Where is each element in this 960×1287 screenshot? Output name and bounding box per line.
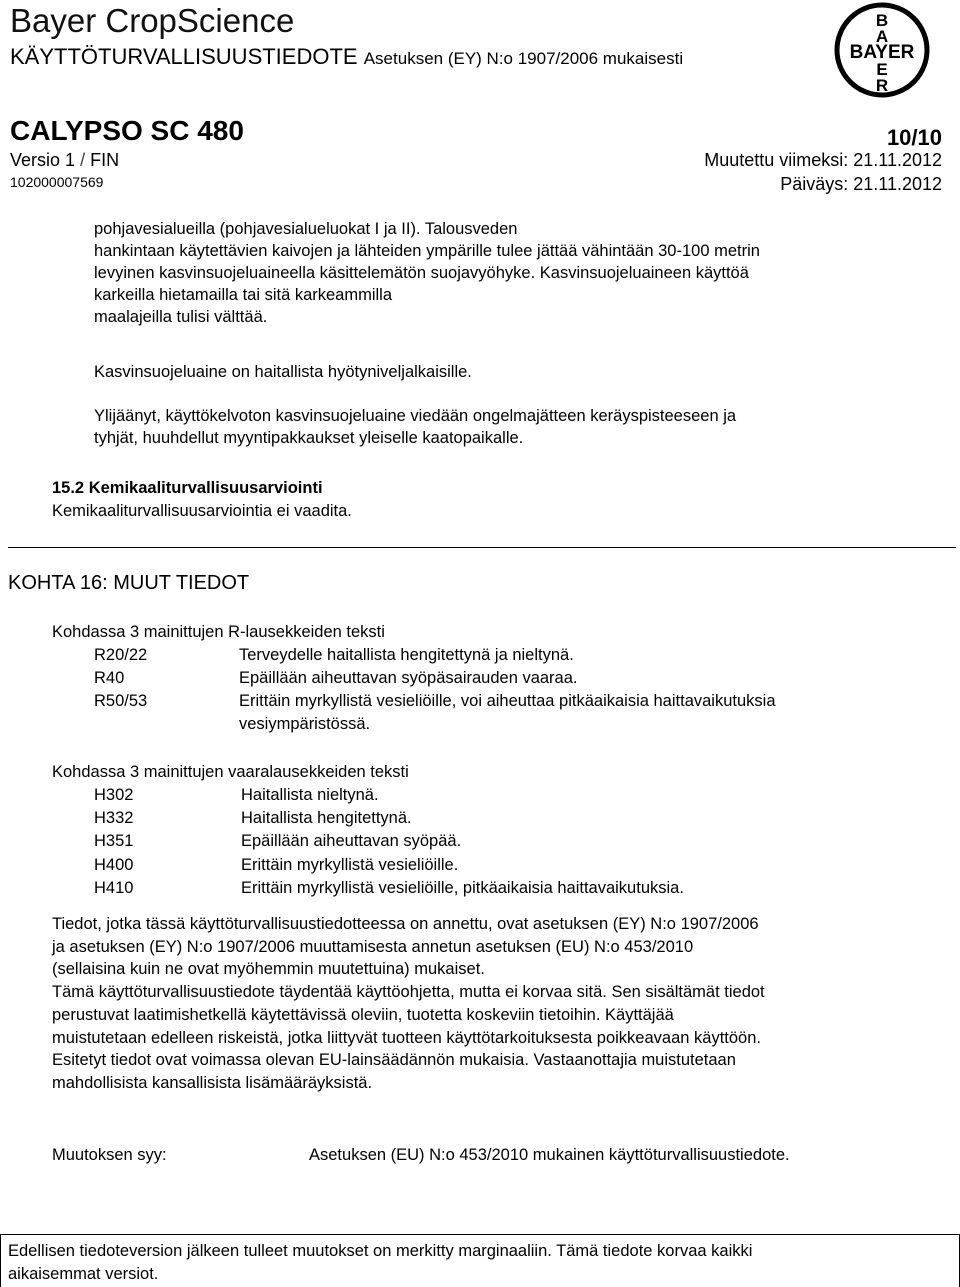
svg-text:A: A [875,27,889,46]
regulation-reference: Asetuksen (EY) N:o 1907/2006 mukaisesti [363,49,684,68]
section-15-2-heading: 15.2 Kemikaaliturvallisuusarviointi [52,479,323,497]
h-phrase-code: H302 [94,786,134,804]
svg-text:BAYER: BAYER [849,42,915,63]
page-number: 10/10 [886,125,942,150]
section-15-2-text: Kemikaaliturvallisuusarviointia ei vaadita. [52,502,352,520]
h-phrase-text: Erittäin myrkyllistä vesieliöille, pitkäaikaisia haittavaikutuksia. [241,879,684,897]
version-number: 1 [65,150,76,170]
info-line: ja asetuksen (EY) N:o 1907/2006 muuttamisesta annetun asetuksen (EU) N:o 453/2010 [52,937,694,956]
h-phrase-text: Erittäin myrkyllistä vesieliöille. [241,856,459,874]
version-separator: / [80,150,86,170]
paragraph-line: Ylijäänyt, käyttökelvoton kasvinsuojeluaine viedään ongelmajätteen keräyspisteeseen ja [94,407,737,425]
version-label: Versio [10,150,61,170]
h-phrase-text: Haitallista hengitettynä. [241,809,412,827]
issue-date: Päiväys: 21.11.2012 [780,174,942,194]
regulatory-info [52,913,765,1095]
version-info [10,150,119,171]
document-type [10,44,683,70]
paragraph-line: pohjavesialueilla (pohjavesialueluokat I ja II). Talousveden [94,220,518,238]
r-phrase-code: R20/22 [94,646,148,664]
product-name: CALYPSO SC 480 [10,115,244,146]
footer-line: aikaisemmat versiot. [8,1265,159,1283]
r-phrase-text: Erittäin myrkyllistä vesieliöille, voi aiheuttaa pitkäaikaisia haittavaikutuksia [239,692,776,710]
version-language: FIN [90,150,120,170]
h-phrase-text: Haitallista nieltynä. [241,786,379,804]
r-phrases-heading: Kohdassa 3 mainittujen R-lausekkeiden teksti [52,623,385,641]
change-reason-label: Muutoksen syy: [52,1146,167,1164]
last-modified: Muutettu viimeksi: 21.11.2012 [704,150,942,170]
paragraph-line: tyhjät, huuhdellut myyntipakkaukset yleiselle kaatopaikalle. [94,429,524,447]
info-line: perustuvat laatimishetkellä käytettävissä oleviin, tuotetta koskeviin tietoihin. Käyttäjää [52,1005,674,1024]
r-phrase-code: R50/53 [94,692,148,710]
r-phrase-code: R40 [94,669,125,687]
footer-line: Edellisen tiedoteversion jälkeen tulleet muutokset on merkitty marginaaliin. Tämä tiedote korvaa kaikki [8,1242,753,1260]
footer-notice [8,1240,752,1286]
h-phrases-heading: Kohdassa 3 mainittujen vaaralausekkeiden teksti [52,763,409,781]
svg-text:B: B [875,11,889,30]
change-reason-value: Asetuksen (EU) N:o 453/2010 mukainen käyttöturvallisuustiedote. [309,1146,790,1164]
info-line: mahdollisista kansallisista lisämääräyksistä. [52,1073,373,1092]
paragraph-line: hankintaan käytettävien kaivojen ja lähteiden ympärille tulee jättää vähintään 30-100 metrin [94,242,760,260]
info-line: Tämä käyttöturvallisuustiedote täydentää käyttöohjetta, mutta ei korvaa sitä. Sen sisältämät tiedot [52,983,765,1002]
paragraph-line: maalajeilla tulisi välttää. [94,308,268,326]
document-code: 102000007569 [10,174,104,190]
info-line: muistutetaan edelleen riskeistä, jotka liittyvät tuotteen käyttötarkoituksesta poikkeavaan käyttöön. [52,1028,761,1047]
info-line: Esitetyt tiedot ovat voimassa olevan EU-lainsäädännön mukaisia. Vastaanottajia muistutetaan [52,1051,736,1070]
h-phrase-code: H400 [94,856,134,874]
info-line: (sellaisina kuin ne ovat myöhemmin muutettuina) mukaiset. [52,960,485,979]
paragraph-groundwater [94,218,760,328]
paragraph-line: levyinen kasvinsuojeluaineella käsittelemätön suojavyöhyke. Kasvinsuojeluaineen käyttöä [94,264,749,282]
svg-text:R: R [875,76,889,95]
company-name: Bayer CropScience [10,2,295,39]
paragraph-disposal [94,405,736,449]
h-phrase-code: H332 [94,809,134,827]
bayer-cross-logo [834,2,930,98]
r-phrase-text: Terveydelle haitallista hengitettynä ja nieltynä. [239,646,574,664]
r-phrase-continuation: vesiympäristössä. [239,715,371,733]
section-16-title: KOHTA 16: MUUT TIEDOT [8,572,250,594]
section-divider [8,547,956,548]
svg-text:E: E [876,60,888,79]
paragraph-line: karkeilla hietamailla tai sitä karkeammilla [94,286,393,304]
h-phrase-code: H410 [94,879,134,897]
document-type-title: KÄYTTÖTURVALLISUUSTIEDOTE [10,44,358,69]
r-phrase-text: Epäillään aiheuttavan syöpäsairauden vaaraa. [239,669,578,687]
h-phrase-text: Epäillään aiheuttavan syöpää. [241,832,462,850]
info-line: Tiedot, jotka tässä käyttöturvallisuustiedotteessa on annettu, ovat asetuksen (EY) N:o 1907/2006 [52,915,759,933]
h-phrase-code: H351 [94,832,134,850]
paragraph-arthropods: Kasvinsuojeluaine on haitallista hyötyniveljalkaisille. [94,363,472,381]
